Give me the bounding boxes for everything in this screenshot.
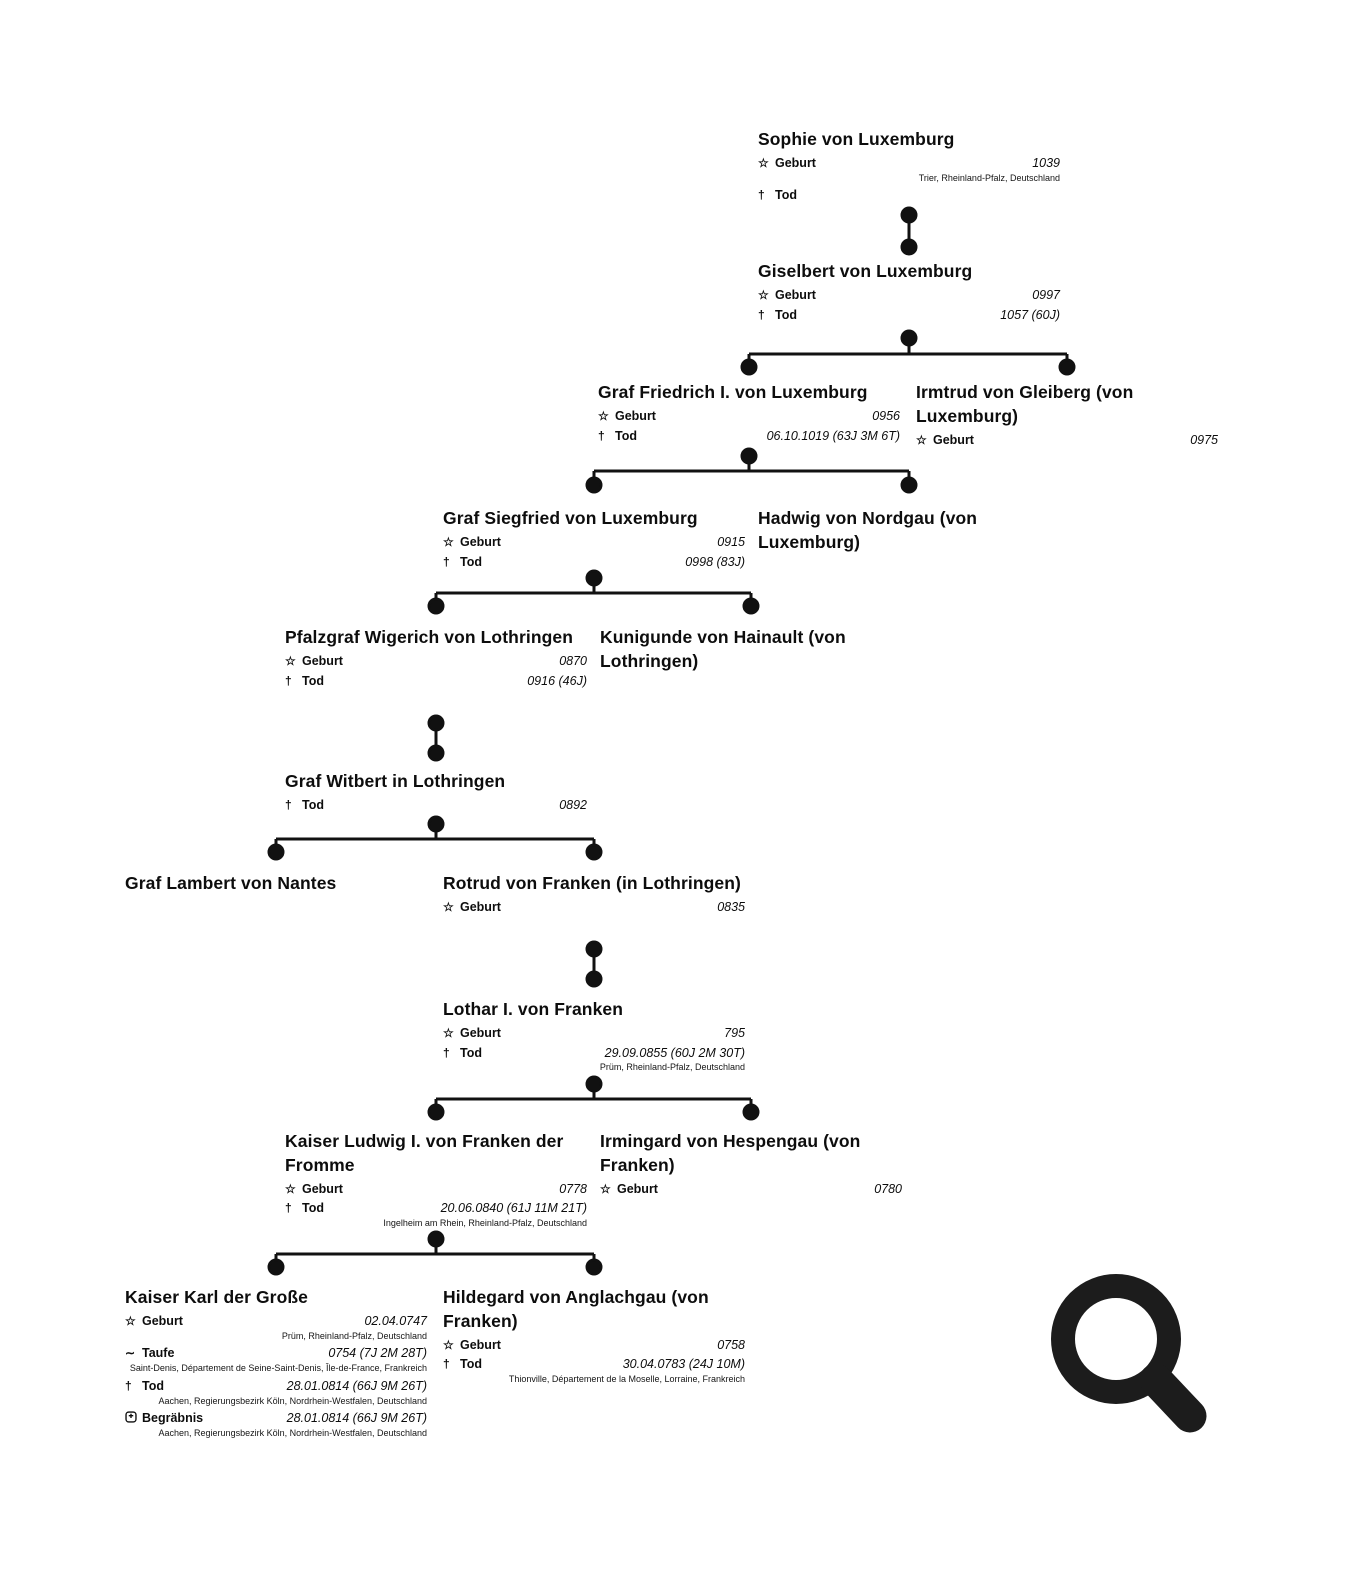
death-icon: †	[285, 1201, 292, 1216]
person-card-lothar[interactable]	[443, 998, 745, 1074]
person-card-karl[interactable]	[125, 1286, 427, 1440]
event-label: Geburt	[615, 408, 656, 423]
event-row-birth	[443, 1025, 745, 1042]
event-label: Tod	[460, 554, 482, 569]
person-card-ludwig[interactable]	[285, 1130, 587, 1230]
birth-icon: ☆	[758, 155, 769, 170]
event-value: 0758	[717, 1337, 745, 1352]
baptism-icon: ∼	[125, 1346, 136, 1361]
event-value: 02.04.0747	[364, 1313, 427, 1328]
event-value: 30.04.0783 (24J 10M)	[622, 1357, 745, 1372]
event-row-burial	[125, 1410, 427, 1427]
event-row-birth	[598, 408, 900, 425]
event-place: Saint-Denis, Département de Seine-Saint-Denis, Île-de-France, Frankreich	[129, 1363, 427, 1374]
event-label: Geburt	[302, 653, 343, 668]
death-icon: †	[443, 1357, 450, 1372]
person-name: Rotrud von Franken (in Lothringen)	[443, 873, 741, 893]
event-value: 0956	[872, 408, 900, 423]
event-row-baptism	[125, 1345, 427, 1362]
person-card-kunigunde[interactable]	[600, 626, 902, 677]
birth-icon: ☆	[758, 287, 769, 302]
event-place: Prüm, Rheinland-Pfalz, Deutschland	[281, 1330, 427, 1341]
person-card-sophie[interactable]	[758, 128, 1060, 204]
person-name: Kaiser Karl der Große	[125, 1287, 309, 1307]
person-card-wigerich[interactable]	[285, 626, 587, 689]
event-value: 0835	[717, 899, 745, 914]
event-label: Taufe	[142, 1346, 175, 1361]
person-name: Graf Friedrich I. von Luxemburg	[598, 382, 868, 402]
event-value: 20.06.0840 (61J 11M 21T)	[440, 1201, 587, 1216]
event-row-death	[598, 428, 900, 445]
event-label: Tod	[775, 307, 797, 322]
death-icon: †	[285, 673, 292, 688]
person-name: Kunigunde von Hainault (von Lothringen)	[600, 627, 846, 671]
event-row-birth	[443, 534, 745, 551]
person-name: Hadwig von Nordgau (von Luxemburg)	[758, 508, 978, 552]
death-icon: †	[443, 1045, 450, 1060]
event-label: Geburt	[775, 287, 816, 302]
event-value: 0892	[559, 797, 587, 812]
event-label: Tod	[460, 1357, 482, 1372]
death-icon: †	[443, 554, 450, 569]
event-label: Geburt	[142, 1313, 183, 1328]
event-value: 29.09.0855 (60J 2M 30T)	[604, 1045, 745, 1060]
person-card-giselbert[interactable]	[758, 260, 1060, 323]
event-row-birth	[125, 1313, 427, 1330]
death-icon: †	[285, 797, 292, 812]
event-value: 0915	[717, 534, 745, 549]
person-name: Lothar I. von Franken	[443, 999, 624, 1019]
birth-icon: ☆	[443, 534, 454, 549]
event-row-birth	[758, 155, 1060, 172]
event-label: Geburt	[775, 155, 816, 170]
person-card-irmtrud[interactable]	[916, 381, 1218, 448]
burial-icon	[125, 1410, 142, 1427]
person-name: Graf Witbert in Lothringen	[285, 771, 506, 791]
event-label: Geburt	[933, 432, 974, 447]
event-place: Aachen, Regierungsbezirk Köln, Nordrhein-Westfalen, Deutschland	[158, 1395, 427, 1406]
birth-icon: ☆	[125, 1313, 136, 1328]
event-row-birth	[443, 899, 745, 916]
event-value: 0754 (7J 2M 28T)	[328, 1346, 427, 1361]
birth-icon: ☆	[600, 1181, 611, 1196]
event-value: 0870	[559, 653, 587, 668]
event-row-death	[443, 554, 745, 571]
event-value: 28.01.0814 (66J 9M 26T)	[286, 1411, 427, 1426]
death-icon: †	[758, 307, 765, 322]
event-place: Aachen, Regierungsbezirk Köln, Nordrhein-Westfalen, Deutschland	[158, 1428, 427, 1439]
event-label: Tod	[615, 428, 637, 443]
event-label: Tod	[302, 1201, 324, 1216]
event-value: 1039	[1032, 155, 1060, 170]
person-name: Pfalzgraf Wigerich von Lothringen	[285, 627, 574, 647]
death-icon: †	[758, 188, 765, 203]
event-label: Tod	[302, 673, 324, 688]
event-row-birth	[758, 287, 1060, 304]
person-card-lambert[interactable]	[125, 872, 427, 899]
event-label: Begräbnis	[142, 1411, 204, 1426]
event-row-death	[443, 1045, 745, 1062]
event-row-birth	[285, 1181, 587, 1198]
person-card-hildegard[interactable]	[443, 1286, 745, 1386]
event-value: 0997	[1032, 287, 1060, 302]
event-row-death	[758, 307, 1060, 324]
person-name: Irmingard von Hespengau (von Franken)	[600, 1131, 861, 1175]
event-label: Geburt	[460, 534, 501, 549]
event-row-death	[443, 1356, 745, 1373]
event-value: 1057 (60J)	[1000, 307, 1060, 322]
person-card-hadwig[interactable]	[758, 507, 1060, 558]
event-label: Geburt	[460, 1337, 501, 1352]
person-name: Graf Siegfried von Luxemburg	[443, 508, 698, 528]
magnifier-icon	[1040, 1266, 1216, 1446]
birth-icon: ☆	[285, 1181, 296, 1196]
event-value: 28.01.0814 (66J 9M 26T)	[286, 1378, 427, 1393]
event-label: Geburt	[460, 1025, 501, 1040]
event-value: 0780	[874, 1181, 902, 1196]
person-card-siegfried[interactable]	[443, 507, 745, 570]
event-place: Prüm, Rheinland-Pfalz, Deutschland	[599, 1062, 745, 1073]
event-row-birth	[916, 432, 1218, 449]
person-name: Kaiser Ludwig I. von Franken der Fromme	[285, 1131, 564, 1175]
event-label: Geburt	[302, 1181, 343, 1196]
death-icon: †	[598, 428, 605, 443]
event-row-birth	[600, 1181, 902, 1198]
person-card-witbert[interactable]	[285, 770, 587, 814]
event-label: Tod	[775, 188, 797, 203]
event-row-death	[758, 187, 1060, 204]
person-name: Giselbert von Luxemburg	[758, 261, 973, 281]
event-place: Trier, Rheinland-Pfalz, Deutschland	[918, 172, 1060, 183]
person-card-friedrich[interactable]	[598, 381, 900, 444]
birth-icon: ☆	[285, 653, 296, 668]
zoom-search-button[interactable]	[1040, 1266, 1216, 1446]
event-row-death	[125, 1378, 427, 1395]
event-value: 0998 (83J)	[685, 554, 745, 569]
birth-icon: ☆	[916, 432, 927, 447]
event-row-death	[285, 1200, 587, 1217]
event-row-death	[285, 797, 587, 814]
death-icon: †	[125, 1378, 132, 1393]
event-value: 0916 (46J)	[527, 673, 587, 688]
event-label: Tod	[302, 797, 324, 812]
event-value: 795	[724, 1025, 745, 1040]
event-value: 06.10.1019 (63J 3M 6T)	[766, 428, 900, 443]
event-value: 0975	[1190, 432, 1218, 447]
birth-icon: ☆	[598, 408, 609, 423]
person-card-irmingard[interactable]	[600, 1130, 902, 1197]
event-place: Ingelheim am Rhein, Rheinland-Pfalz, Deutschland	[383, 1218, 587, 1229]
person-card-rotrud[interactable]	[443, 872, 745, 916]
event-row-death	[285, 673, 587, 690]
event-place: Thionville, Département de la Moselle, Lorraine, Frankreich	[508, 1374, 745, 1385]
event-row-birth	[285, 653, 587, 670]
event-label: Tod	[142, 1378, 164, 1393]
event-label: Tod	[460, 1045, 482, 1060]
event-row-birth	[443, 1337, 745, 1354]
event-label: Geburt	[617, 1181, 658, 1196]
person-name: Sophie von Luxemburg	[758, 129, 955, 149]
birth-icon: ☆	[443, 1025, 454, 1040]
person-name: Graf Lambert von Nantes	[125, 873, 337, 893]
event-value: 0778	[559, 1181, 587, 1196]
birth-icon: ☆	[443, 1337, 454, 1352]
birth-icon: ☆	[443, 899, 454, 914]
person-name: Irmtrud von Gleiberg (von Luxemburg)	[916, 382, 1134, 426]
person-name: Hildegard von Anglachgau (von Franken)	[443, 1287, 709, 1331]
event-label: Geburt	[460, 899, 501, 914]
